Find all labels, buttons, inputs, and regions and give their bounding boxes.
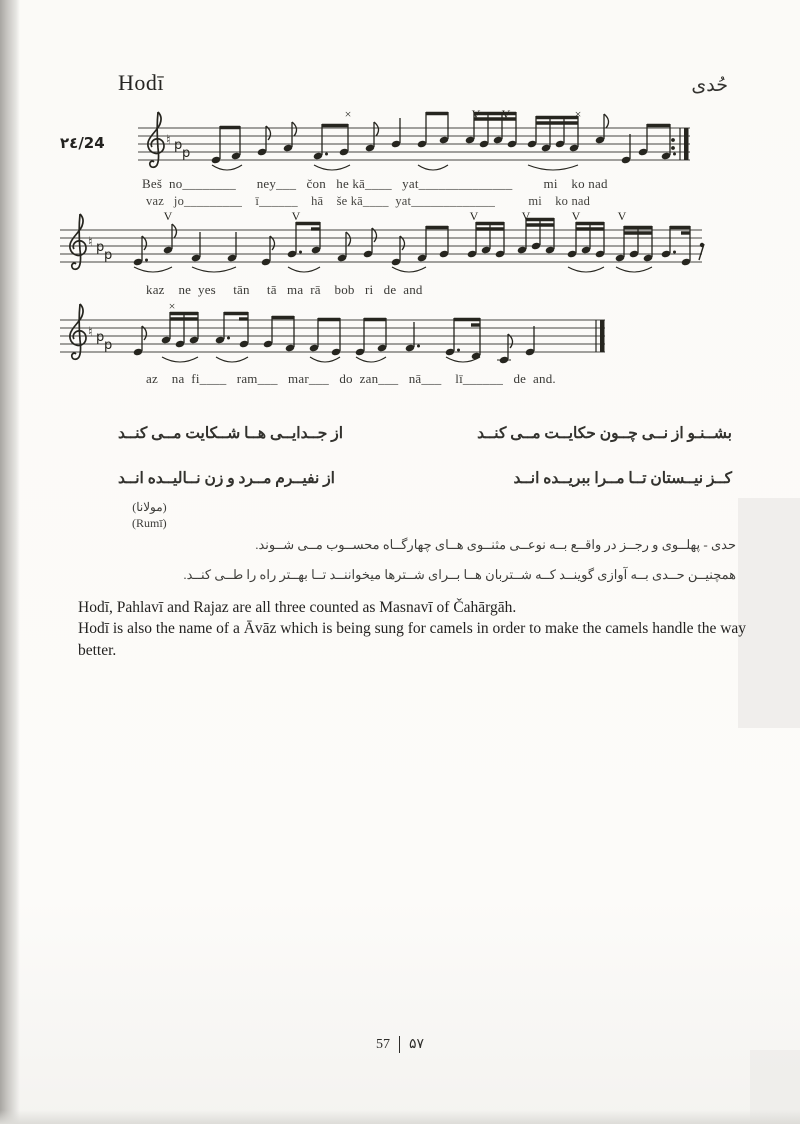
svg-text:V: V [571,209,581,223]
scan-shade-bottom [0,1110,800,1124]
svg-text:V: V [501,107,511,121]
english-paragraph-1: Hodī, Pahlavī and Rajaz are all three counted as Masnavī of Čahārgāh. [78,599,517,616]
page-number-latin: 57 [375,1036,390,1052]
svg-text:×: × [168,299,176,313]
svg-text:p: p [104,248,113,263]
poem-attribution [132,500,167,531]
svg-text:×: × [574,107,582,121]
poem-line-1 [118,424,732,443]
page-title-latin: Hodī [118,70,164,95]
poem-line2-hemistich-left: از نفیــرم مــرد و زن نــالیــده انــد [118,470,335,487]
persian-poem [118,424,732,514]
poem-line1-hemistich-left: از جــدایــی هــا شــکایت مــی کنــد [118,425,344,442]
poem-line-2 [118,469,732,488]
lyrics-system2-line1: kaz ne yes tān tā ma rā bob ri de and [146,282,423,297]
svg-text:p: p [182,146,191,161]
footnote-line-1: حدی - پهلــوی و رجــز در واقــع بــه نوعــی مثنــوی هــای چهارگــاه محســوب مــی شــوند. [255,537,736,552]
svg-text:p: p [96,240,105,255]
svg-text:V: V [617,209,627,223]
svg-text:V: V [521,209,531,223]
scan-gutter-shadow [0,0,20,1124]
attribution-persian: (مولانا) [132,500,167,514]
svg-text:♮: ♮ [166,133,171,148]
attribution-latin: (Rumī) [132,515,167,530]
svg-text:♮: ♮ [88,235,93,250]
page-title-persian: حُدی [691,75,728,96]
svg-text:V: V [471,107,481,121]
svg-text:p: p [104,338,113,353]
svg-text:×: × [344,107,352,121]
persian-footnote [136,530,736,590]
svg-text:V: V [469,209,479,223]
page-number [0,1036,800,1053]
lyrics-system1-line2: vaz jo_________ ī______ hā še kā____ yat_____________ mi ko nad [146,194,591,208]
page-number-divider [399,1036,400,1053]
svg-text:V: V [291,209,301,223]
lyrics-system3-line1: az na fi____ ram___ mar___ do zan___ nā___ lī______ de and. [146,371,556,386]
svg-text:p: p [96,330,105,345]
lyrics-system1-line1: Beš no________ ney___ čon he kā____ yat______________ mi ko nad [142,176,608,191]
english-paragraph-2: Hodī is also the name of a Āvāz which is being sung for camels in order to make the camels handle the way better. [78,620,747,659]
page-number-persian: ۵۷ [408,1037,425,1052]
svg-text:♮: ♮ [88,325,93,340]
poem-line2-hemistich-right: کــز نیــستان تــا مــرا ببریــده انــد [513,470,732,487]
english-commentary [78,597,766,661]
svg-text:V: V [163,209,173,223]
time-signature: ٢٤/24 [60,134,105,152]
poem-line1-hemistich-right: بشــنـو از نــی چــون حکایــت مــی کنــد [477,425,732,442]
footnote-line-2: همچنیــن حــدی بــه آوازی گوینــد کــه شــتربان هــا بــرای شــترها میخواننــد تــا بهــتر راه را طــی کنــد. [183,566,736,582]
svg-text:p: p [174,138,183,153]
